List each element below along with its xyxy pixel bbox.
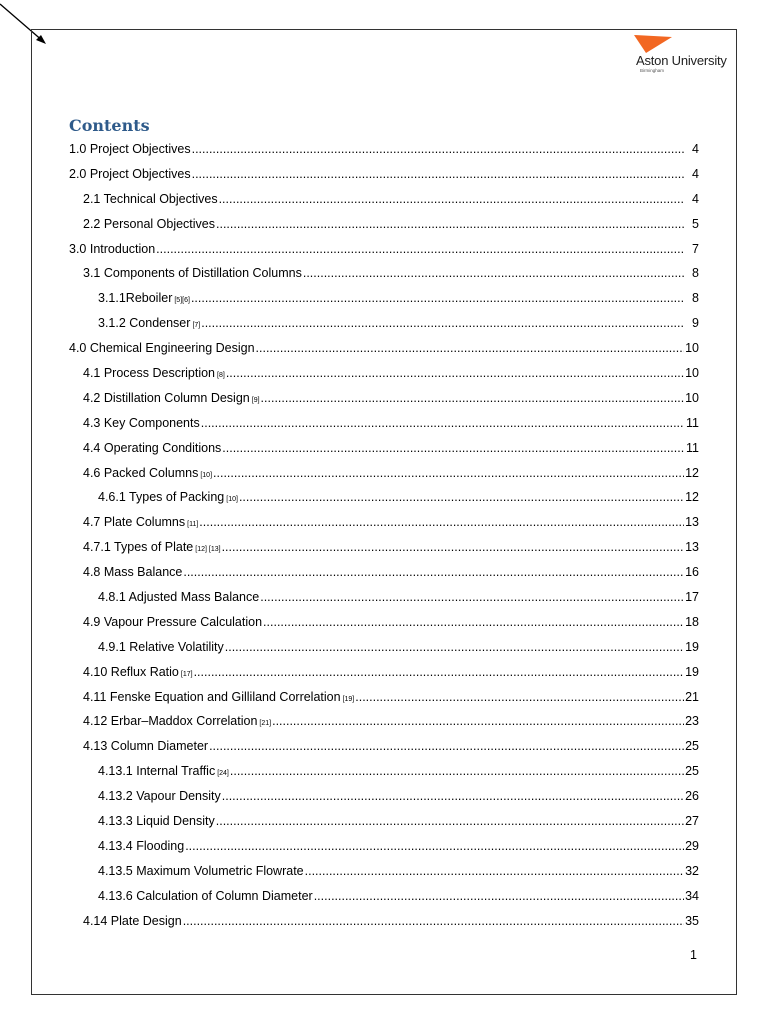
toc-entry[interactable] [69,834,699,859]
toc-dot-leader [222,784,684,809]
toc-entry[interactable]: 4.2 Distillation Column Design [9] ..... 10 [69,386,699,411]
toc-dot-leader [272,709,684,734]
toc-entry-page: 17 [685,590,699,605]
toc-entry[interactable] [69,436,699,461]
toc-entry-page: 12 [685,490,699,505]
toc-entry[interactable]: 4.7 Plate Columns [11] ..... 13 [69,510,699,535]
toc-dot-leader [183,909,684,934]
toc-dot-leader [355,685,684,710]
toc-dot-leader [209,734,684,759]
toc-entry-page: 11 [686,440,699,455]
toc-entry-page: 18 [685,614,699,629]
toc-entry-title: 4.14 Plate Design [83,913,182,928]
toc-entry-title: 4.13.1 Internal Traffic [98,764,216,779]
toc-dot-leader [201,411,684,436]
toc-dot-leader [213,461,684,486]
toc-dot-leader [185,834,684,859]
toc-entry[interactable] [69,411,699,436]
logo-wordmark: Aston University [636,53,727,68]
toc-entry-title: 4.9.1 Relative Volatility [98,639,224,654]
toc-entry-title: 4.11 Fenske Equation and Gilliland Correlation [83,689,341,704]
toc-entry[interactable] [69,212,699,237]
toc-dot-leader [216,809,684,834]
toc-entry-page: 7 [692,241,699,256]
toc-entry-title: 4.13 Column Diameter [83,739,209,754]
toc-dot-leader [225,635,684,660]
toc-entry-page: 34 [685,888,699,903]
university-logo [634,34,738,76]
toc-entry[interactable] [69,560,699,585]
toc-entry[interactable] [69,187,699,212]
toc-entry-page: 32 [685,863,699,878]
toc-entry-page: 16 [685,565,699,580]
toc-dot-leader [314,884,684,909]
toc-entry-page: 10 [685,366,699,381]
toc-entry[interactable]: 4.6 Packed Columns [10] ..... 12 [69,461,699,486]
toc-entry-title: 3.1 Components of Distillation Columns [83,266,302,281]
toc-entry[interactable]: 4.6.1 Types of Packing [10] ..... 12 [69,485,699,510]
toc-entry-title: 4.7.1 Types of Plate [83,540,194,555]
logo-subtitle: Birmingham [640,68,665,73]
toc-entry[interactable]: 3.1.1Reboiler [5][6] ..... 8 [69,286,699,311]
toc-entry-page: 4 [692,191,699,206]
toc-entry-title: 3.1.1Reboiler [98,291,173,306]
toc-entry-title: 4.9 Vapour Pressure Calculation [83,614,263,629]
page-number: 1 [690,948,697,962]
toc-dot-leader [192,137,684,162]
toc-entry[interactable] [69,635,699,660]
toc-dot-leader [219,187,684,212]
toc-entry-title: 3.0 Introduction [69,241,156,256]
toc-entry-page: 26 [685,789,699,804]
toc-dot-leader [216,212,684,237]
toc-entry[interactable]: 4.7.1 Types of Plate [12] [13] ..... 13 [69,535,699,560]
toc-entry-title: 4.6 Packed Columns [83,465,199,480]
toc-entry-title: 4.12 Erbar–Maddox Correlation [83,714,258,729]
toc-entry-page: 21 [685,689,699,704]
toc-entry-title: 4.0 Chemical Engineering Design [69,341,255,356]
toc-entry[interactable]: 4.13.1 Internal Traffic [24] ..... 25 [69,759,699,784]
toc-dot-leader [191,286,684,311]
toc-entry[interactable] [69,784,699,809]
logo-triangle-icon [634,34,674,54]
toc-dot-leader [230,759,684,784]
toc-entry-page: 29 [685,838,699,853]
toc-entry-page: 19 [685,639,699,654]
toc-entry-page: 8 [692,266,699,281]
toc-entry-page: 19 [685,664,699,679]
toc-entry[interactable] [69,261,699,286]
toc-entry-title: 4.13.2 Vapour Density [98,789,221,804]
toc-entry[interactable]: 4.1 Process Description [8] ..... 10 [69,361,699,386]
toc-entry-page: 23 [685,714,699,729]
toc-entry-title: 4.13.5 Maximum Volumetric Flowrate [98,863,304,878]
toc-entry-title: 2.1 Technical Objectives [83,191,218,206]
toc-dot-leader [226,361,684,386]
toc-entry-page: 9 [692,316,699,331]
toc-entry[interactable]: 4.10 Reflux Ratio [17] ..... 19 [69,660,699,685]
toc-dot-leader [239,485,684,510]
toc-entry-page: 4 [692,142,699,156]
toc-dot-leader [183,560,684,585]
toc-entry-title: 4.13.6 Calculation of Column Diameter [98,888,313,903]
toc-entry[interactable] [69,162,699,187]
table-of-contents [69,137,699,934]
toc-entry-title: 2.2 Personal Objectives [83,216,216,231]
toc-entry-title: 4.6.1 Types of Packing [98,490,225,505]
toc-entry-title: 4.8.1 Adjusted Mass Balance [98,590,260,605]
toc-entry-page: 5 [692,216,699,231]
toc-entry[interactable] [69,884,699,909]
toc-entry[interactable] [69,137,699,162]
toc-entry-page: 10 [685,390,699,405]
toc-entry[interactable] [69,336,699,361]
toc-entry-title: 4.13.4 Flooding [98,838,185,853]
toc-entry[interactable] [69,809,699,834]
toc-entry-page: 27 [685,814,699,829]
toc-entry-page: 11 [686,415,699,430]
toc-entry-title: 2.0 Project Objectives [69,166,191,181]
toc-entry-page: 13 [685,515,699,530]
toc-entry-title: 4.8 Mass Balance [83,565,183,580]
toc-entry[interactable] [69,585,699,610]
toc-dot-leader [192,162,684,187]
toc-dot-leader [199,510,684,535]
toc-entry[interactable]: 4.11 Fenske Equation and Gilliland Correlation [19] ..... 21 [69,685,699,710]
toc-entry-title: 3.1.2 Condenser [98,316,191,331]
toc-dot-leader [263,610,684,635]
toc-entry[interactable]: 3.1.2 Condenser [7] ..... 9 [69,311,699,336]
toc-entry-page: 12 [685,465,699,480]
toc-entry-page: 10 [685,341,699,356]
toc-dot-leader [303,261,684,286]
toc-entry-title: 4.7 Plate Columns [83,515,186,530]
toc-entry-page: 35 [685,913,699,928]
toc-dot-leader [222,436,684,461]
toc-entry-page: 8 [692,291,699,306]
toc-entry-title: 4.10 Reflux Ratio [83,664,179,679]
toc-entry-page: 25 [685,764,699,779]
toc-dot-leader [305,859,684,884]
toc-dot-leader [201,311,684,336]
toc-entry[interactable]: 4.12 Erbar–Maddox Correlation [21] ..... 23 [69,709,699,734]
contents-heading: Contents [69,116,150,135]
toc-entry[interactable] [69,237,699,262]
toc-entry[interactable] [69,859,699,884]
toc-entry-page: 13 [685,540,699,555]
toc-entry-title: 4.2 Distillation Column Design [83,390,250,405]
toc-dot-leader [256,336,684,361]
toc-dot-leader [261,386,684,411]
toc-dot-leader [156,237,684,262]
toc-dot-leader [260,585,684,610]
toc-entry-page: 25 [685,739,699,754]
toc-entry-title: 4.13.3 Liquid Density [98,814,215,829]
toc-entry[interactable] [69,734,699,759]
toc-dot-leader [194,660,684,685]
toc-entry-title: 4.4 Operating Conditions [83,440,222,455]
toc-entry[interactable] [69,610,699,635]
toc-entry-title: 4.3 Key Components [83,415,200,430]
toc-entry-page: 4 [692,166,699,181]
toc-entry-title: 4.1 Process Description [83,366,216,381]
toc-entry[interactable] [69,909,699,934]
toc-dot-leader [222,535,684,560]
toc-entry-title: 1.0 Project Objectives [69,142,191,156]
